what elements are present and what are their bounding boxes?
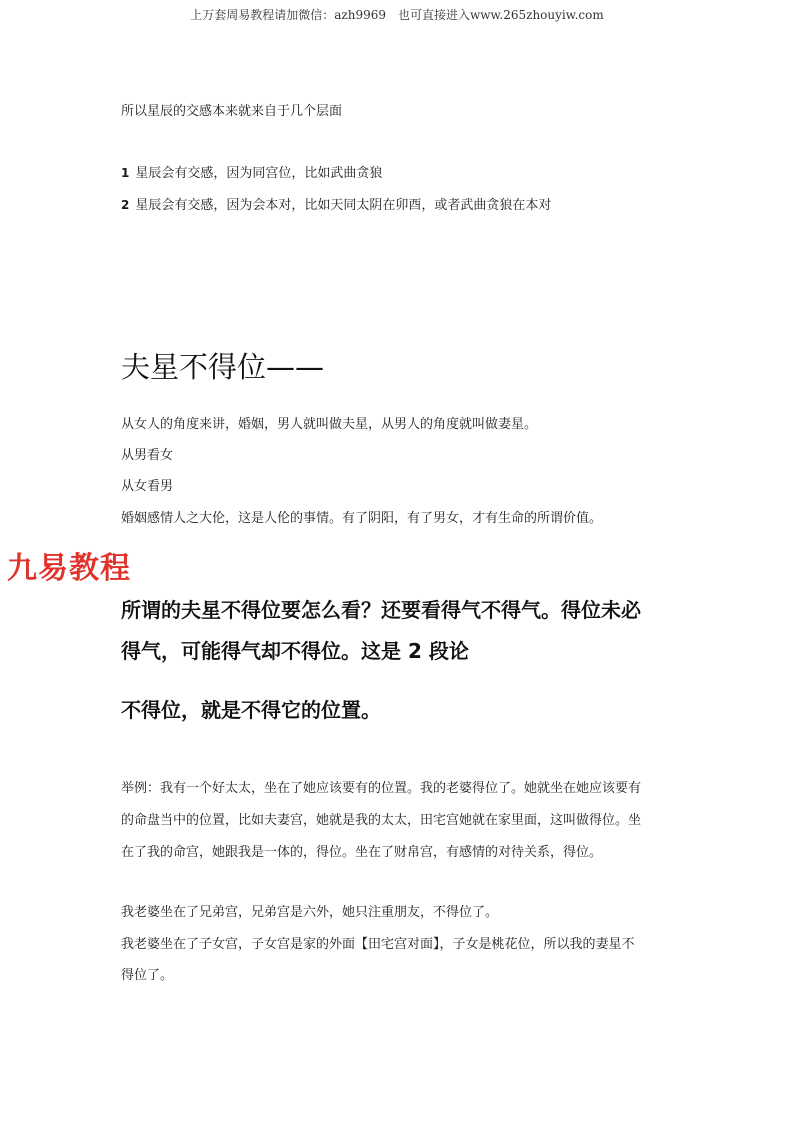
list-text: 星辰会有交感，因为会本对，比如天同太阴在卯酉，或者武曲贪狼在本对 [135,198,552,213]
paragraph: 从男看女 [121,448,174,463]
paragraph: 婚姻感情人之大伦，这是人伦的事情。有了阴阳，有了男女，才有生命的所谓价值。 [121,511,603,526]
paragraph: 从女看男 [121,479,174,494]
watermark-logo: 九易教程 [7,551,131,586]
bold-heading: 不得位，就是不得它的位置。 [121,698,381,722]
paragraph: 从女人的角度来讲，婚姻，男人就叫做夫星，从男人的角度就叫做妻星。 [121,417,538,432]
bold-heading: 得气，可能得气却不得位。这是 2 段论 [121,639,469,663]
list-number: 2 [121,198,130,212]
section-title: 夫星不得位—— [121,350,325,384]
closing-line: 我老婆坐在了兄弟宫，兄弟宫是六外，她只注重朋友，不得位了。 [121,905,499,920]
list-item [121,199,551,212]
list-text: 星辰会有交感，因为同宫位，比如武曲贪狼 [135,166,383,181]
closing-line: 得位了。 [121,968,174,983]
example-line: 的命盘当中的位置，比如夫妻宫，她就是我的太太，田宅宫她就在家里面，这叫做得位。坐 [121,813,642,828]
example-line: 在了我的命宫，她跟我是一体的，得位。坐在了财帛宫，有感情的对待关系，得位。 [121,845,603,860]
list-number: 1 [121,166,130,180]
list-item [121,167,382,180]
bold-heading: 所谓的夫星不得位要怎么看？还要看得气不得气。得位未必 [121,598,641,622]
example-line: 举例：我有一个好太太，坐在了她应该要有的位置。我的老婆得位了。她就坐在她应该要有 [121,781,642,796]
intro-line: 所以星辰的交感本来就来自于几个层面 [121,104,343,119]
page-header-ad: 上万套周易教程请加微信：azh9969 也可直接进入www.265zhouyiw.com [190,8,604,22]
closing-line: 我老婆坐在了子女宫，子女宫是家的外面【田宅宫对面】，子女是桃花位，所以我的妻星不 [121,937,635,952]
